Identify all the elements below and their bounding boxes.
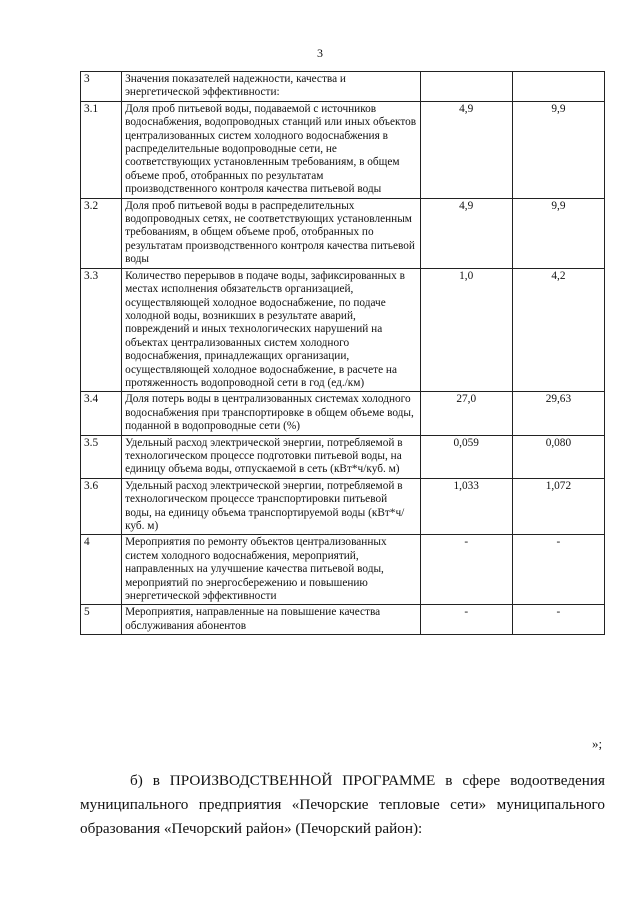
row-value-2: 9,9 bbox=[512, 101, 604, 198]
row-number: 5 bbox=[81, 605, 122, 635]
row-number: 3.6 bbox=[81, 478, 122, 535]
table-row bbox=[81, 605, 605, 635]
row-value-1 bbox=[420, 72, 512, 102]
row-description: Количество перерывов в подаче воды, зафиксированных в местах исполнения обязательств организацией, осуществляющей холодное водоснабжение, по подаче холодной воды, возникших в результате аварий, повреждений и иных технологических нарушений на объектах централизованных систем холодного водоснабжения, принадлежащих организации, осуществляющей холодное водоснабжение, в расчете на протяженность водопроводной сети в год (ед./км) bbox=[122, 268, 421, 392]
row-number: 3.2 bbox=[81, 198, 122, 268]
row-value-2: 0,080 bbox=[512, 435, 604, 478]
indicators-table bbox=[80, 71, 605, 635]
table-row bbox=[81, 268, 605, 392]
row-number: 4 bbox=[81, 535, 122, 605]
row-value-1: 4,9 bbox=[420, 198, 512, 268]
row-description: Мероприятия, направленные на повышение качества обслуживания абонентов bbox=[122, 605, 421, 635]
row-description: Доля потерь воды в централизованных системах холодного водоснабжения при транспортировке в общем объеме воды, поданной в водопроводные сети (%) bbox=[122, 392, 421, 435]
row-number: 3 bbox=[81, 72, 122, 102]
row-description: Удельный расход электрической энергии, потребляемой в технологическом процессе подготовки питьевой воды, на единицу объема воды, отпускаемой в сеть (кВт*ч/куб. м) bbox=[122, 435, 421, 478]
table-row bbox=[81, 198, 605, 268]
table-row bbox=[81, 392, 605, 435]
row-description: Удельный расход электрической энергии, потребляемой в технологическом процессе транспортировки питьевой воды, на единицу объема транспортируемой воды (кВт*ч/куб. м) bbox=[122, 478, 421, 535]
row-value-1: 27,0 bbox=[420, 392, 512, 435]
body-paragraph: б) в ПРОИЗВОДСТВЕННОЙ ПРОГРАММЕ в сфере водоотведения муниципального предприятия «Печорские тепловые сети» муниципального образования «Печорский район» (Печорский район): bbox=[80, 772, 605, 838]
row-description: Доля проб питьевой воды, подаваемой с источников водоснабжения, водопроводных станций или иных объектов централизованных систем холодного водоснабжения в распределительные водопроводные сети, не соответствующих установленным требованиям, в общем объеме проб, отобранных по результатам производственного контроля качества питьевой воды bbox=[122, 101, 421, 198]
row-value-2: - bbox=[512, 605, 604, 635]
row-value-2: 4,2 bbox=[512, 268, 604, 392]
row-description: Мероприятия по ремонту объектов централизованных систем холодного водоснабжения, мероприятий, направленных на улучшение качества питьевой воды, мероприятий по энергосбережению и повышению энергетической эффективности bbox=[122, 535, 421, 605]
table-row bbox=[81, 478, 605, 535]
row-number: 3.5 bbox=[81, 435, 122, 478]
row-value-1: 0,059 bbox=[420, 435, 512, 478]
row-description: Значения показателей надежности, качества и энергетической эффективности: bbox=[122, 72, 421, 102]
row-value-2: - bbox=[512, 535, 604, 605]
table-row bbox=[81, 72, 605, 102]
row-value-1: 1,033 bbox=[420, 478, 512, 535]
row-value-1: - bbox=[420, 535, 512, 605]
row-value-1: 4,9 bbox=[420, 101, 512, 198]
row-value-2 bbox=[512, 72, 604, 102]
row-description: Доля проб питьевой воды в распределительных водопроводных сетях, не соответствующих установленным требованиям, в общем объеме проб, отобранных по результатам производственного контроля качества питьевой воды bbox=[122, 198, 421, 268]
table-row bbox=[81, 101, 605, 198]
page-number: 3 bbox=[317, 46, 323, 60]
row-number: 3.3 bbox=[81, 268, 122, 392]
row-value-2: 9,9 bbox=[512, 198, 604, 268]
row-value-1: - bbox=[420, 605, 512, 635]
row-number: 3.4 bbox=[81, 392, 122, 435]
row-value-2: 29,63 bbox=[512, 392, 604, 435]
row-value-2: 1,072 bbox=[512, 478, 604, 535]
closing-quote: »; bbox=[592, 736, 603, 751]
row-value-1: 1,0 bbox=[420, 268, 512, 392]
row-number: 3.1 bbox=[81, 101, 122, 198]
table-row bbox=[81, 535, 605, 605]
table-row bbox=[81, 435, 605, 478]
